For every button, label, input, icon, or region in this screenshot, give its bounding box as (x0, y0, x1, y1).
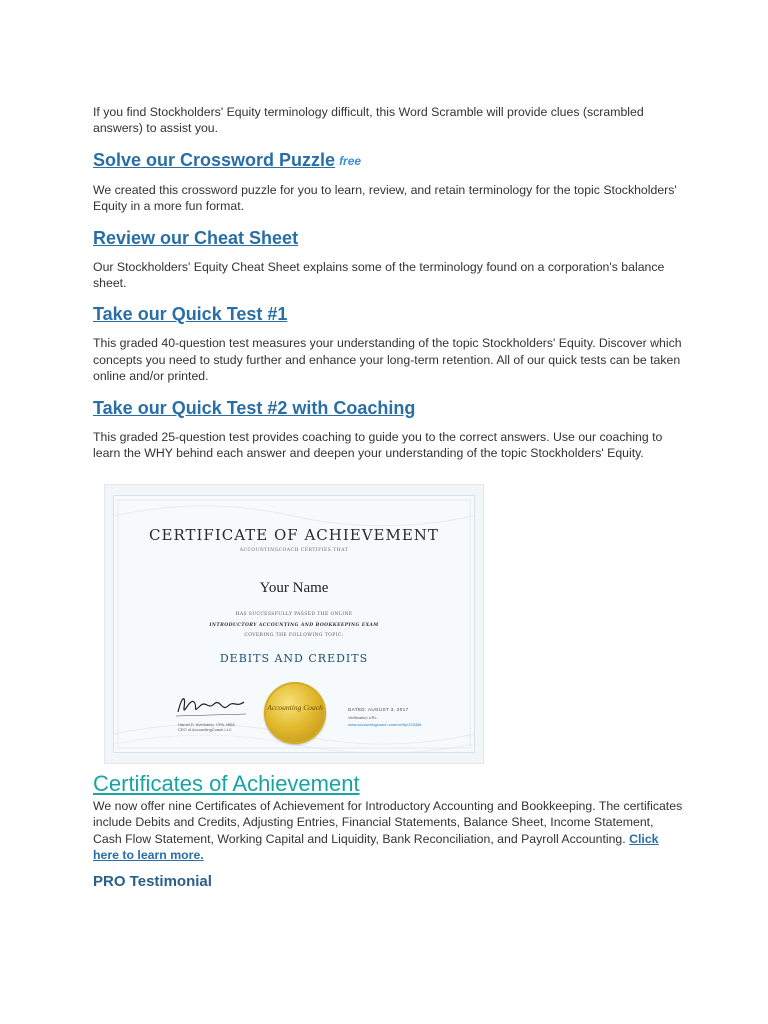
certificates-description (93, 798, 683, 864)
certificate-subtitle: ACCOUNTINGCOACH CERTIFIES THAT (239, 548, 349, 553)
quick-test-2-link[interactable]: Take our Quick Test #2 with Coaching (93, 397, 416, 418)
certificate-paper (113, 495, 475, 753)
certificate-title: CERTIFICATE OF ACHIEVEMENT (149, 526, 439, 544)
seal-label: Accounting Coach (267, 703, 323, 712)
quick-test-1-heading (93, 303, 683, 325)
quick-test-1-description: This graded 40-question test measures your understanding of the topic Stockholders' Equity. Discover which concepts you need to study further and enhance your long-term retention. All of our quick tests can be taken online and/or printed. (93, 336, 682, 384)
signer-name: Harold D. Averkamp, CPA, MBA (178, 722, 235, 727)
certificate-date: DATED: AUGUST 3, 2017 (348, 707, 409, 712)
certificates-text: We now offer nine Certificates of Achievement for Introductory Accounting and Bookkeeping. The certificates include Debits and Credits, Adjusting Entries, Financial Statements, Balance Sheet, Income Statement, Cash Flow Statement, Working Capital and Liquidity, Bank Reconciliation, and Payroll Accounting. (93, 799, 683, 846)
certificate-topic: DEBITS AND CREDITS (219, 652, 369, 665)
crossword-description: We created this crossword puzzle for you to learn, review, and retain terminology for the topic Stockholders' Equity in a more fun format. (93, 182, 677, 214)
cheat-sheet-heading (93, 227, 683, 249)
main-content (93, 104, 683, 461)
cheat-sheet-link[interactable]: Review our Cheat Sheet (93, 227, 299, 248)
certificate-exam-line: INTRODUCTORY ACCOUNTING AND BOOKKEEPING EXAM (209, 623, 379, 628)
crossword-link[interactable]: Solve our Crossword Puzzle (93, 149, 336, 170)
signer-title: CEO of AccountingCoach LLC (178, 727, 232, 732)
certificate-passed-line: HAS SUCCESSFULLY PASSED THE ONLINE (235, 612, 353, 617)
pro-testimonial-heading: PRO Testimonial (93, 873, 212, 890)
quick-test-2-description: This graded 25-question test provides coaching to guide you to the correct answers. Use our coaching to learn the WHY behind each answer and deepen your understanding of the topic Stockholders' Equity. (93, 429, 663, 461)
cheat-sheet-description: Our Stockholders' Equity Cheat Sheet explains some of the terminology found on a corporation's balance sheet. (93, 259, 665, 291)
quick-test-1-link[interactable]: Take our Quick Test #1 (93, 304, 288, 325)
signer-info (178, 722, 235, 732)
word-scramble-description: If you find Stockholders' Equity terminology difficult, this Word Scramble will provide clues (scrambled answers) to assist you. (93, 105, 644, 136)
certificates-link[interactable]: Certificates of Achievement (93, 771, 360, 796)
verification-url: www.accountingcoach.com/verify/123456 (348, 722, 422, 727)
gold-seal-icon (264, 682, 326, 744)
certificate-topic-intro: COVERING THE FOLLOWING TOPIC: (244, 633, 344, 638)
free-tag: free (339, 153, 362, 168)
crossword-heading (93, 149, 683, 172)
signature-icon (172, 688, 248, 722)
certificate-image[interactable] (104, 484, 484, 764)
verification-label: Verification URL: (348, 715, 378, 720)
certificate-recipient-name: Your Name (259, 580, 329, 596)
certificates-heading (93, 771, 360, 797)
quick-test-2-heading (93, 397, 683, 419)
learn-more-link[interactable]: Click here to learn more. (93, 831, 659, 863)
